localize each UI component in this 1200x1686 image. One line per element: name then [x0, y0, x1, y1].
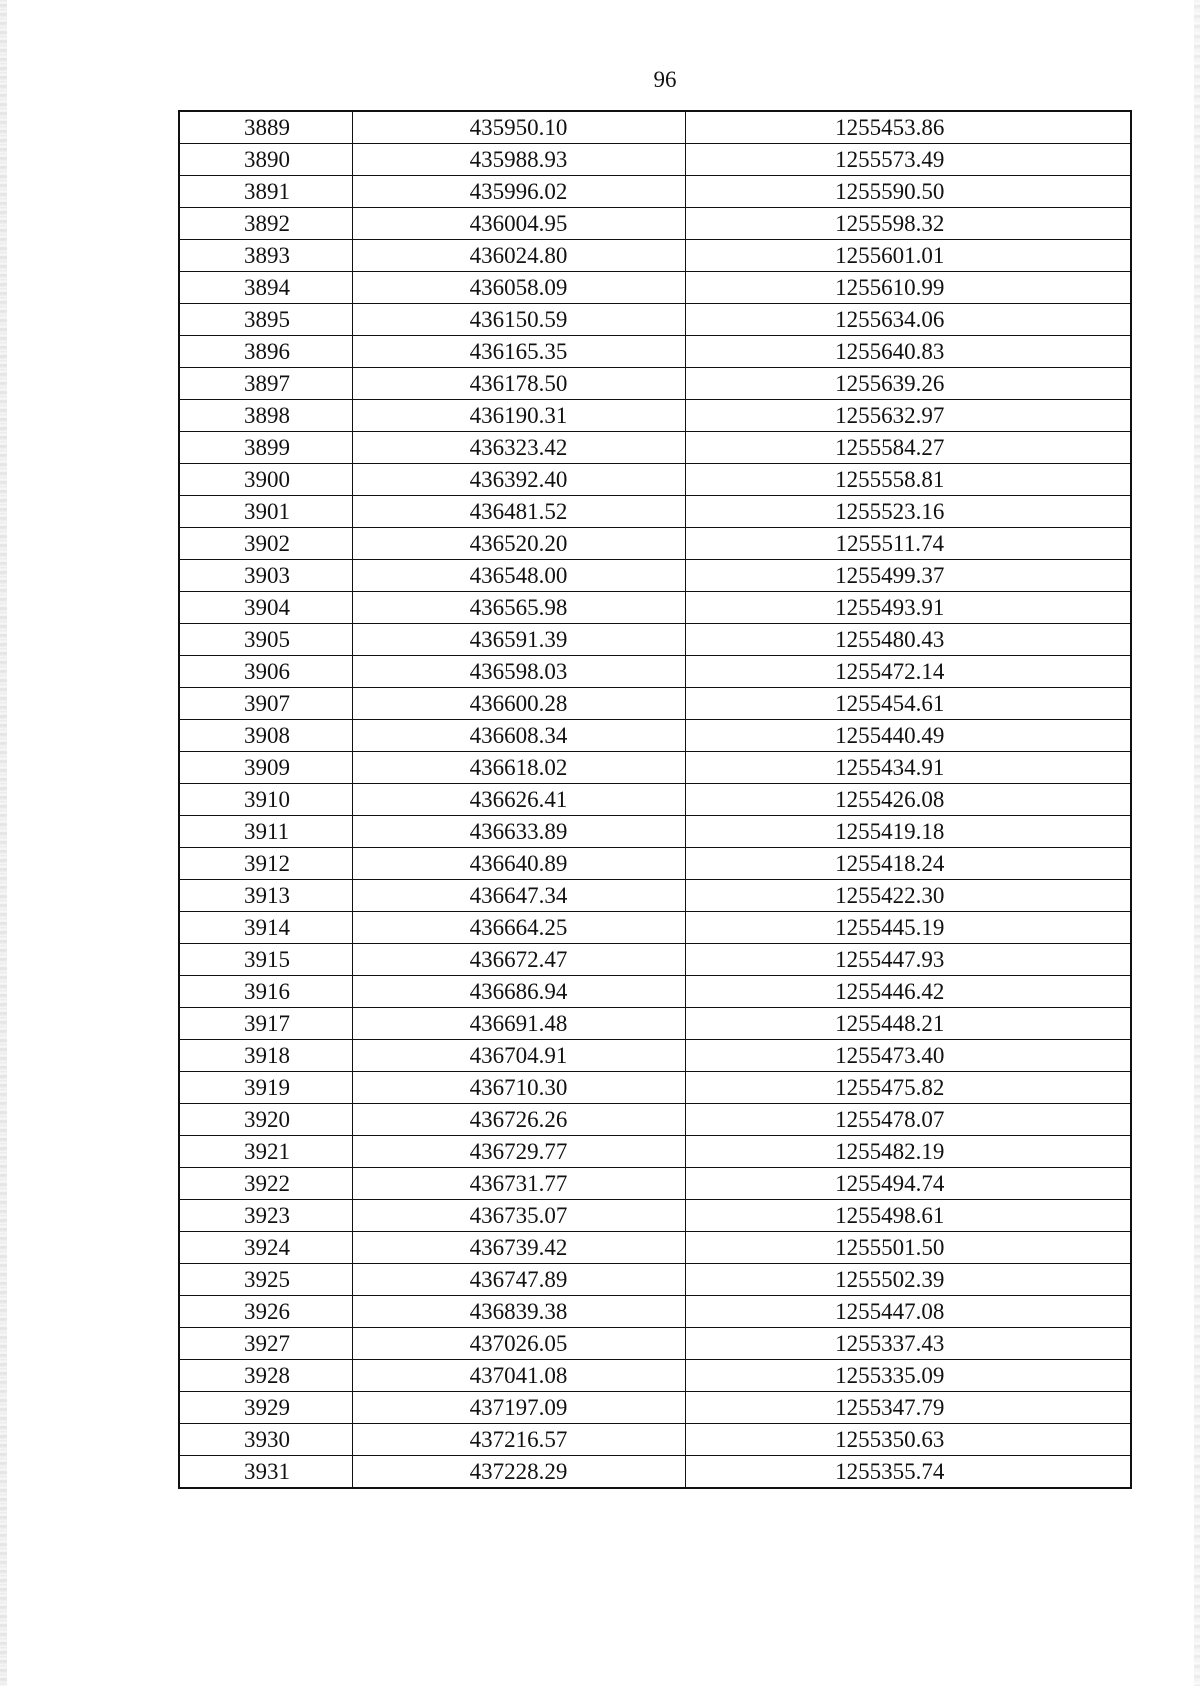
table-row: [179, 240, 1131, 272]
point-number-cell: 3930: [179, 1424, 352, 1456]
y-coordinate-cell: 1255440.49: [685, 720, 1131, 752]
table-row: [179, 336, 1131, 368]
table-row: [179, 912, 1131, 944]
x-coordinate-cell: 436839.38: [352, 1296, 685, 1328]
point-number-cell: 3926: [179, 1296, 352, 1328]
point-number-cell: 3927: [179, 1328, 352, 1360]
y-coordinate-cell: 1255419.18: [685, 816, 1131, 848]
y-coordinate-cell: 1255426.08: [685, 784, 1131, 816]
x-coordinate-cell: 436735.07: [352, 1200, 685, 1232]
y-coordinate-cell: 1255502.39: [685, 1264, 1131, 1296]
table-row: [179, 400, 1131, 432]
y-coordinate-cell: 1255350.63: [685, 1424, 1131, 1456]
table-row: [179, 464, 1131, 496]
table-row: [179, 944, 1131, 976]
point-number-cell: 3920: [179, 1104, 352, 1136]
x-coordinate-cell: 436739.42: [352, 1232, 685, 1264]
x-coordinate-cell: 436004.95: [352, 208, 685, 240]
point-number-cell: 3901: [179, 496, 352, 528]
point-number-cell: 3925: [179, 1264, 352, 1296]
x-coordinate-cell: 436633.89: [352, 816, 685, 848]
point-number-cell: 3923: [179, 1200, 352, 1232]
x-coordinate-cell: 435950.10: [352, 111, 685, 144]
point-number-cell: 3911: [179, 816, 352, 848]
x-coordinate-cell: 436618.02: [352, 752, 685, 784]
y-coordinate-cell: 1255584.27: [685, 432, 1131, 464]
point-number-cell: 3904: [179, 592, 352, 624]
x-coordinate-cell: 436729.77: [352, 1136, 685, 1168]
point-number-cell: 3906: [179, 656, 352, 688]
point-number-cell: 3907: [179, 688, 352, 720]
y-coordinate-cell: 1255472.14: [685, 656, 1131, 688]
y-coordinate-cell: 1255558.81: [685, 464, 1131, 496]
table-row: [179, 976, 1131, 1008]
point-number-cell: 3892: [179, 208, 352, 240]
y-coordinate-cell: 1255453.86: [685, 111, 1131, 144]
x-coordinate-cell: 436731.77: [352, 1168, 685, 1200]
x-coordinate-cell: 436704.91: [352, 1040, 685, 1072]
point-number-cell: 3891: [179, 176, 352, 208]
x-coordinate-cell: 436747.89: [352, 1264, 685, 1296]
y-coordinate-cell: 1255475.82: [685, 1072, 1131, 1104]
point-number-cell: 3903: [179, 560, 352, 592]
x-coordinate-cell: 436591.39: [352, 624, 685, 656]
y-coordinate-cell: 1255473.40: [685, 1040, 1131, 1072]
coordinates-table: [178, 110, 1132, 1489]
y-coordinate-cell: 1255337.43: [685, 1328, 1131, 1360]
table-row: [179, 560, 1131, 592]
coordinates-table-body: [179, 111, 1131, 1488]
table-row: [179, 720, 1131, 752]
table-row: [179, 1456, 1131, 1489]
y-coordinate-cell: 1255493.91: [685, 592, 1131, 624]
table-row: [179, 1328, 1131, 1360]
point-number-cell: 3908: [179, 720, 352, 752]
point-number-cell: 3928: [179, 1360, 352, 1392]
point-number-cell: 3929: [179, 1392, 352, 1424]
point-number-cell: 3889: [179, 111, 352, 144]
point-number-cell: 3893: [179, 240, 352, 272]
y-coordinate-cell: 1255478.07: [685, 1104, 1131, 1136]
y-coordinate-cell: 1255335.09: [685, 1360, 1131, 1392]
table-row: [179, 752, 1131, 784]
x-coordinate-cell: 436640.89: [352, 848, 685, 880]
y-coordinate-cell: 1255601.01: [685, 240, 1131, 272]
y-coordinate-cell: 1255480.43: [685, 624, 1131, 656]
table-row: [179, 848, 1131, 880]
y-coordinate-cell: 1255634.06: [685, 304, 1131, 336]
table-row: [179, 1008, 1131, 1040]
y-coordinate-cell: 1255632.97: [685, 400, 1131, 432]
table-row: [179, 816, 1131, 848]
table-row: [179, 1200, 1131, 1232]
table-row: [179, 624, 1131, 656]
scan-edge-right: [1194, 0, 1200, 1686]
x-coordinate-cell: 436598.03: [352, 656, 685, 688]
x-coordinate-cell: 436165.35: [352, 336, 685, 368]
y-coordinate-cell: 1255590.50: [685, 176, 1131, 208]
point-number-cell: 3900: [179, 464, 352, 496]
table-row: [179, 1392, 1131, 1424]
x-coordinate-cell: 436520.20: [352, 528, 685, 560]
point-number-cell: 3896: [179, 336, 352, 368]
point-number-cell: 3894: [179, 272, 352, 304]
x-coordinate-cell: 436608.34: [352, 720, 685, 752]
y-coordinate-cell: 1255523.16: [685, 496, 1131, 528]
y-coordinate-cell: 1255498.61: [685, 1200, 1131, 1232]
x-coordinate-cell: 436647.34: [352, 880, 685, 912]
x-coordinate-cell: 436024.80: [352, 240, 685, 272]
y-coordinate-cell: 1255573.49: [685, 144, 1131, 176]
x-coordinate-cell: 436178.50: [352, 368, 685, 400]
x-coordinate-cell: 436323.42: [352, 432, 685, 464]
x-coordinate-cell: 437228.29: [352, 1456, 685, 1489]
scan-edge-left: [0, 0, 7, 1686]
x-coordinate-cell: 436664.25: [352, 912, 685, 944]
point-number-cell: 3910: [179, 784, 352, 816]
x-coordinate-cell: 436481.52: [352, 496, 685, 528]
y-coordinate-cell: 1255418.24: [685, 848, 1131, 880]
table-row: [179, 272, 1131, 304]
table-row: [179, 368, 1131, 400]
x-coordinate-cell: 436626.41: [352, 784, 685, 816]
point-number-cell: 3914: [179, 912, 352, 944]
y-coordinate-cell: 1255446.42: [685, 976, 1131, 1008]
table-row: [179, 688, 1131, 720]
y-coordinate-cell: 1255355.74: [685, 1456, 1131, 1489]
x-coordinate-cell: 436686.94: [352, 976, 685, 1008]
table-row: [179, 1360, 1131, 1392]
table-row: [179, 880, 1131, 912]
x-coordinate-cell: 436392.40: [352, 464, 685, 496]
x-coordinate-cell: 437041.08: [352, 1360, 685, 1392]
x-coordinate-cell: 436600.28: [352, 688, 685, 720]
y-coordinate-cell: 1255447.08: [685, 1296, 1131, 1328]
y-coordinate-cell: 1255494.74: [685, 1168, 1131, 1200]
point-number-cell: 3931: [179, 1456, 352, 1489]
table-row: [179, 1232, 1131, 1264]
table-row: [179, 111, 1131, 144]
table-row: [179, 1296, 1131, 1328]
table-row: [179, 1424, 1131, 1456]
y-coordinate-cell: 1255422.30: [685, 880, 1131, 912]
point-number-cell: 3915: [179, 944, 352, 976]
point-number-cell: 3898: [179, 400, 352, 432]
y-coordinate-cell: 1255347.79: [685, 1392, 1131, 1424]
table-row: [179, 304, 1131, 336]
table-row: [179, 1040, 1131, 1072]
point-number-cell: 3909: [179, 752, 352, 784]
table-row: [179, 496, 1131, 528]
y-coordinate-cell: 1255482.19: [685, 1136, 1131, 1168]
x-coordinate-cell: 436710.30: [352, 1072, 685, 1104]
point-number-cell: 3912: [179, 848, 352, 880]
point-number-cell: 3913: [179, 880, 352, 912]
table-row: [179, 656, 1131, 688]
point-number-cell: 3890: [179, 144, 352, 176]
table-row: [179, 592, 1131, 624]
point-number-cell: 3917: [179, 1008, 352, 1040]
table-row: [179, 1072, 1131, 1104]
x-coordinate-cell: 437026.05: [352, 1328, 685, 1360]
table-row: [179, 1104, 1131, 1136]
point-number-cell: 3919: [179, 1072, 352, 1104]
point-number-cell: 3924: [179, 1232, 352, 1264]
point-number-cell: 3922: [179, 1168, 352, 1200]
x-coordinate-cell: 435996.02: [352, 176, 685, 208]
point-number-cell: 3921: [179, 1136, 352, 1168]
table-row: [179, 208, 1131, 240]
y-coordinate-cell: 1255610.99: [685, 272, 1131, 304]
y-coordinate-cell: 1255511.74: [685, 528, 1131, 560]
x-coordinate-cell: 437197.09: [352, 1392, 685, 1424]
x-coordinate-cell: 436672.47: [352, 944, 685, 976]
x-coordinate-cell: 436058.09: [352, 272, 685, 304]
point-number-cell: 3918: [179, 1040, 352, 1072]
point-number-cell: 3897: [179, 368, 352, 400]
table-row: [179, 784, 1131, 816]
table-row: [179, 432, 1131, 464]
x-coordinate-cell: 437216.57: [352, 1424, 685, 1456]
y-coordinate-cell: 1255445.19: [685, 912, 1131, 944]
y-coordinate-cell: 1255447.93: [685, 944, 1131, 976]
table-row: [179, 176, 1131, 208]
x-coordinate-cell: 436548.00: [352, 560, 685, 592]
table-row: [179, 1168, 1131, 1200]
point-number-cell: 3902: [179, 528, 352, 560]
x-coordinate-cell: 436691.48: [352, 1008, 685, 1040]
y-coordinate-cell: 1255499.37: [685, 560, 1131, 592]
y-coordinate-cell: 1255434.91: [685, 752, 1131, 784]
y-coordinate-cell: 1255640.83: [685, 336, 1131, 368]
point-number-cell: 3916: [179, 976, 352, 1008]
page-number: 96: [653, 67, 677, 92]
y-coordinate-cell: 1255448.21: [685, 1008, 1131, 1040]
y-coordinate-cell: 1255501.50: [685, 1232, 1131, 1264]
y-coordinate-cell: 1255454.61: [685, 688, 1131, 720]
x-coordinate-cell: 436190.31: [352, 400, 685, 432]
x-coordinate-cell: 436726.26: [352, 1104, 685, 1136]
point-number-cell: 3895: [179, 304, 352, 336]
table-row: [179, 1136, 1131, 1168]
y-coordinate-cell: 1255598.32: [685, 208, 1131, 240]
x-coordinate-cell: 436150.59: [352, 304, 685, 336]
y-coordinate-cell: 1255639.26: [685, 368, 1131, 400]
table-row: [179, 1264, 1131, 1296]
point-number-cell: 3899: [179, 432, 352, 464]
point-number-cell: 3905: [179, 624, 352, 656]
table-row: [179, 528, 1131, 560]
x-coordinate-cell: 436565.98: [352, 592, 685, 624]
x-coordinate-cell: 435988.93: [352, 144, 685, 176]
table-row: [179, 144, 1131, 176]
